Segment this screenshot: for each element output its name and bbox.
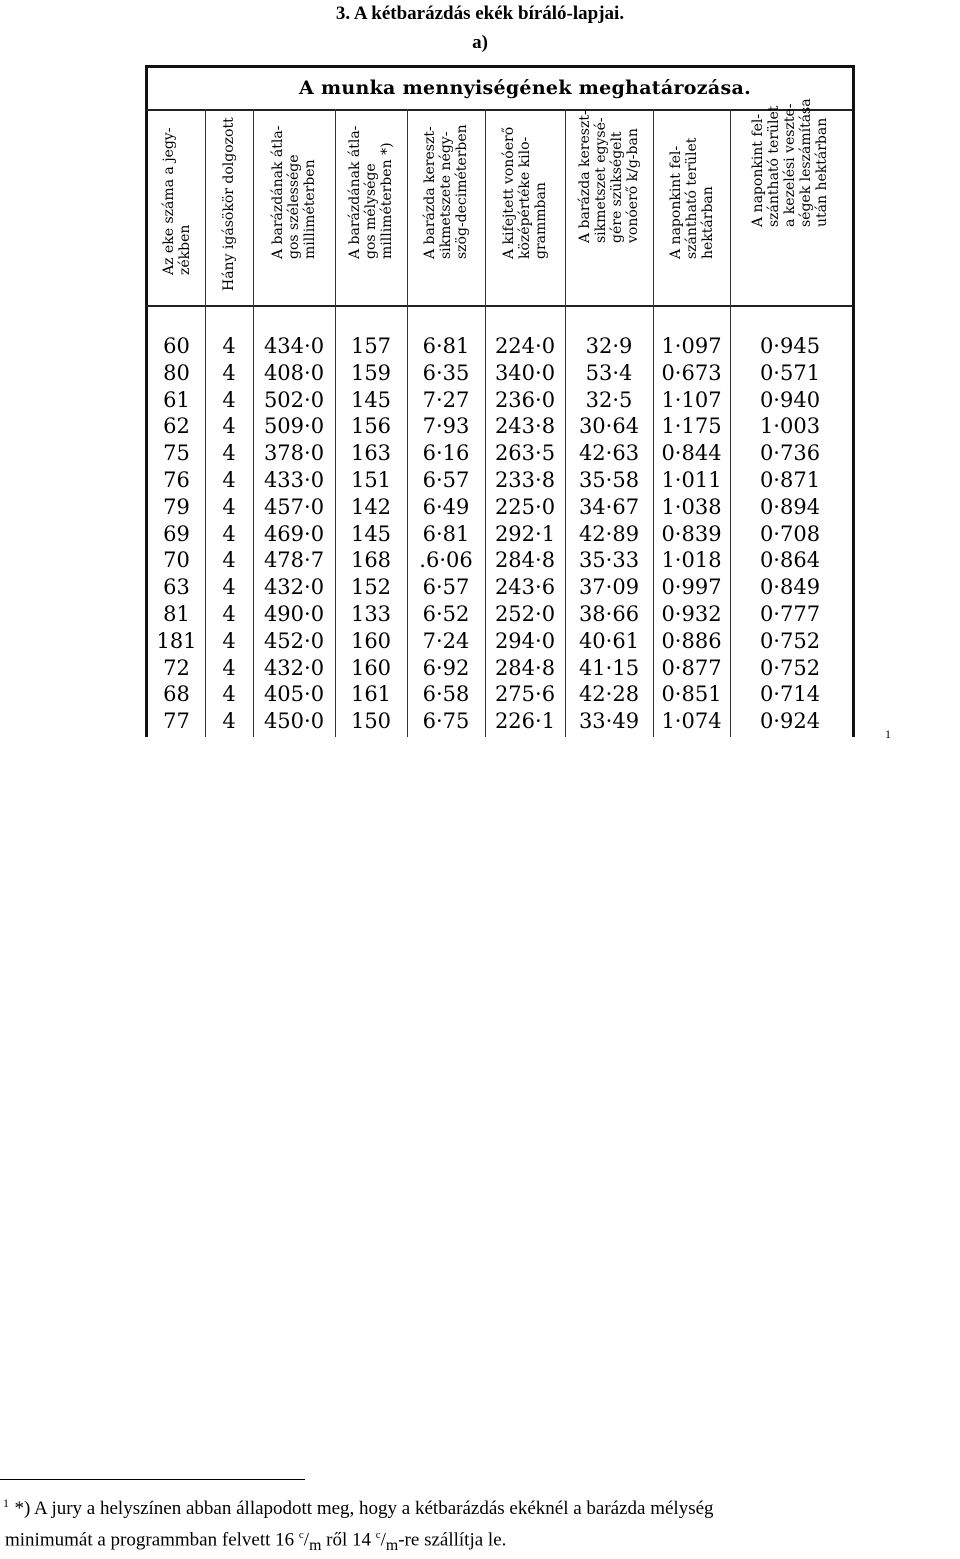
footnote-line-1 — [5, 1496, 960, 1522]
table-cell: 1·074 — [661, 709, 722, 734]
table-cell: 76 — [163, 468, 190, 492]
table-cell: 4 — [222, 602, 236, 626]
table-cell: 405·0 — [263, 682, 325, 707]
table-cell: 233·8 — [494, 468, 556, 492]
page-number: 1 — [885, 727, 891, 741]
table-cell: 0·997 — [661, 575, 722, 600]
table-cell: 61 — [163, 387, 190, 412]
table-cell: 6·49 — [422, 494, 470, 519]
table-cell: 1·107 — [661, 387, 722, 412]
table-cell: 275·6 — [494, 682, 556, 707]
table-cell: 75 — [163, 441, 190, 466]
table-cell: 490·0 — [263, 602, 325, 626]
table-frame-top — [145, 65, 853, 68]
table-cell: 4 — [222, 628, 236, 653]
column-header — [653, 115, 730, 307]
table-cell: 0·851 — [661, 682, 722, 707]
table-cell: 294·0 — [494, 628, 556, 653]
table-cell: 378·0 — [263, 441, 325, 466]
table-cell: 62 — [163, 414, 190, 439]
table-cell: 340·0 — [494, 360, 556, 385]
table-cell: 160 — [350, 655, 392, 680]
table-cell: 4 — [222, 441, 236, 466]
table-cell: 168 — [350, 548, 392, 573]
table-cell: 41·15 — [578, 655, 640, 680]
table-cell: 38·66 — [578, 602, 640, 626]
column-header — [335, 115, 407, 307]
footnote-text-2a: minimumát a programmban felvett 16 — [5, 1529, 299, 1551]
table-cell: 252·0 — [494, 602, 556, 626]
table-cell: 7·27 — [422, 387, 470, 412]
table-cell: 35·58 — [578, 468, 640, 492]
column-header — [253, 115, 335, 307]
column-header — [148, 115, 205, 307]
column-header — [565, 110, 653, 307]
table-cell: 509·0 — [263, 414, 325, 439]
table-cell: 4 — [222, 414, 236, 439]
table-cell: 4 — [222, 655, 236, 680]
table-cell: 145 — [350, 387, 392, 412]
table-cell: 163 — [350, 441, 392, 466]
table-cell: 502·0 — [263, 387, 325, 412]
table-cell: 156 — [350, 414, 392, 439]
table-cell: 60 — [163, 334, 190, 358]
table-cell: 159 — [350, 360, 392, 385]
table-cell: 6·92 — [422, 655, 470, 680]
footnote-sub-1: m — [309, 1537, 322, 1555]
footnote-marker: 1 — [3, 1496, 9, 1510]
table-cell: 243·8 — [494, 414, 556, 439]
page-subheading: a) — [472, 32, 488, 53]
table-cell: 408·0 — [263, 360, 325, 385]
column-header — [205, 115, 253, 307]
table-cell: 4 — [222, 468, 236, 492]
table-cell: 30·64 — [578, 414, 640, 439]
table-cell: 4 — [222, 334, 236, 358]
table-frame-right — [852, 65, 855, 737]
table-cell: 7·24 — [422, 628, 470, 653]
table-cell: 0·736 — [759, 441, 821, 466]
table-cell: 0·932 — [661, 602, 722, 626]
table-cell: 263·5 — [494, 441, 556, 466]
column-header — [730, 98, 850, 307]
table-cell: 0·940 — [759, 387, 821, 412]
table-cell: 0·924 — [759, 709, 821, 734]
footnote-text-1: *) A jury a helyszínen abban állapodott meg, hogy a kétbarázdás ekéknél a barázda mélység — [14, 1498, 714, 1519]
table-cell: 145 — [350, 521, 392, 546]
table-cell: 161 — [350, 682, 392, 707]
column-header — [485, 115, 565, 307]
table-cell: 6·16 — [422, 441, 470, 466]
table-cell: 6·35 — [422, 360, 470, 385]
table-cell: 53·4 — [585, 360, 633, 385]
table-cell: 6·58 — [422, 682, 470, 707]
scanned-table — [145, 65, 855, 737]
table-cell: 478·7 — [263, 548, 325, 573]
table-cell: 157 — [350, 334, 392, 358]
footnote-slash-2: / — [380, 1529, 386, 1551]
table-cell: 79 — [163, 494, 190, 519]
footnote-text-2c: ről 14 — [321, 1529, 376, 1551]
table-cell: 1·038 — [661, 494, 722, 519]
table-cell: 70 — [163, 548, 190, 573]
table-cell: 6·52 — [422, 602, 470, 626]
table-cell: 32·5 — [585, 387, 633, 412]
table-cell: 4 — [222, 521, 236, 546]
column-header-label: A naponkint fel- szántható terület a kezelési veszte- ségek leszámítása után hektárban — [750, 98, 830, 227]
table-cell: 4 — [222, 575, 236, 600]
table-cell: 1·003 — [759, 414, 821, 439]
table-cell: 150 — [350, 709, 392, 734]
table-cell: 151 — [350, 468, 392, 492]
table-cell: 142 — [350, 494, 392, 519]
table-cell: 4 — [222, 548, 236, 573]
column-header-label: A kifejtett vonóerő középértéke kilo- grammban — [501, 126, 549, 259]
table-cell: 34·67 — [578, 494, 640, 519]
table-cell: 0·844 — [661, 441, 722, 466]
table-cell: 0·571 — [759, 360, 821, 385]
table-cell: 152 — [350, 575, 392, 600]
table-cell: 6·57 — [422, 468, 470, 492]
table-cell: 42·89 — [578, 521, 640, 546]
table-cell: 37·09 — [578, 575, 640, 600]
table-cell: 0·673 — [661, 360, 722, 385]
table-cell: 4 — [222, 682, 236, 707]
table-cell: 4 — [222, 360, 236, 385]
table-cell: 0·864 — [759, 548, 821, 573]
table-cell: 1·175 — [661, 414, 722, 439]
footnote-slash-1: / — [303, 1529, 310, 1551]
table-cell: 6·75 — [422, 709, 470, 734]
footnote-text-2e: -re szállítja le. — [398, 1529, 507, 1551]
table-cell: 6·81 — [422, 521, 470, 546]
table-cell: 243·6 — [494, 575, 556, 600]
table-cell: 4 — [222, 494, 236, 519]
table-cell: 69 — [163, 521, 190, 546]
table-cell: 0·886 — [661, 628, 722, 653]
table-cell: 457·0 — [263, 494, 325, 519]
footnote-sup-2: c — [375, 1529, 381, 1541]
column-header-label: A barázdának átla- gos szélessége milliméterben — [270, 125, 318, 259]
table-cell: 1·011 — [661, 468, 722, 492]
table-cell: 434·0 — [263, 334, 325, 358]
table-cell: 4 — [222, 709, 236, 734]
table-cell: .6·06 — [419, 548, 473, 573]
table-cell: 77 — [163, 709, 190, 734]
table-cell: 42·28 — [578, 682, 640, 707]
table-cell: 225·0 — [494, 494, 556, 519]
table-cell: 133 — [350, 602, 392, 626]
table-cell: 80 — [163, 360, 190, 385]
table-cell: 284·8 — [494, 548, 556, 573]
table-cell: 0·839 — [661, 521, 722, 546]
table-cell: 236·0 — [494, 387, 556, 412]
table-cell: 284·8 — [494, 655, 556, 680]
table-cell: 469·0 — [263, 521, 325, 546]
footnote-rule — [0, 1479, 305, 1480]
table-cell: 6·81 — [422, 334, 470, 358]
table-cell: 63 — [163, 575, 190, 600]
table-cell: 33·49 — [578, 709, 640, 734]
table-cell: 32·9 — [585, 334, 633, 358]
table-cell: 0·894 — [759, 494, 821, 519]
page-heading: 3. A kétbarázdás ekék bíráló-lapjai. — [335, 3, 625, 24]
footnote — [5, 1496, 960, 1559]
table-cell: 40·61 — [578, 628, 640, 653]
table-cell: 4 — [222, 387, 236, 412]
column-header — [407, 115, 485, 307]
table-cell: 181 — [156, 628, 197, 653]
table-cell: 0·877 — [661, 655, 722, 680]
footnote-line-2 — [5, 1522, 960, 1559]
table-cell: 432·0 — [263, 655, 325, 680]
table-cell: 0·777 — [759, 602, 821, 626]
table-cell: 68 — [163, 682, 190, 707]
table-cell: 224·0 — [494, 334, 556, 358]
footnote-sup-1: c — [298, 1529, 304, 1541]
table-cell: 1·018 — [661, 548, 722, 573]
column-header-label: A barázdának átla- gos mélysége milliméterben *) — [347, 125, 395, 259]
table-cell: 452·0 — [263, 628, 325, 653]
table-cell: 0·871 — [759, 468, 821, 492]
table-cell: 0·945 — [759, 334, 821, 358]
column-header-label: Hány igásökör dolgozott — [221, 117, 237, 291]
table-cell: 72 — [163, 655, 190, 680]
table-cell: 0·849 — [759, 575, 821, 600]
column-header-label: A barázda kereszt- sikmetszete négy- szög-deciméterben — [422, 124, 470, 259]
table-cell: 0·752 — [759, 655, 821, 680]
table-cell: 226·1 — [494, 709, 556, 734]
table-cell: 1·097 — [661, 334, 722, 358]
column-header-label: A barázda kereszt- sikmetszet egysé- gére szükségelt vonóerő k/g-ban — [577, 110, 641, 243]
column-header-label: A naponkint fel- szántható terület hektárban — [667, 137, 716, 259]
table-cell: 0·752 — [759, 628, 821, 653]
footnote-sub-2: m — [385, 1537, 399, 1555]
table-cell: 450·0 — [263, 709, 325, 734]
table-cell: 432·0 — [263, 575, 325, 600]
table-cell: 160 — [350, 628, 392, 653]
table-rule-title — [145, 109, 853, 111]
table-title: A munka mennyiségének meghatározása. — [299, 77, 751, 99]
table-cell: 81 — [163, 602, 190, 626]
column-header-label: Az eke száma a jegy- zékben — [160, 127, 193, 275]
table-cell: 35·33 — [578, 548, 640, 573]
table-cell: 42·63 — [578, 441, 640, 466]
table-cell: 0·708 — [759, 521, 821, 546]
table-cell: 292·1 — [494, 521, 556, 546]
table-cell: 7·93 — [422, 414, 470, 439]
table-cell: 0·714 — [759, 682, 821, 707]
table-cell: 433·0 — [263, 468, 325, 492]
table-cell: 6·57 — [422, 575, 470, 600]
